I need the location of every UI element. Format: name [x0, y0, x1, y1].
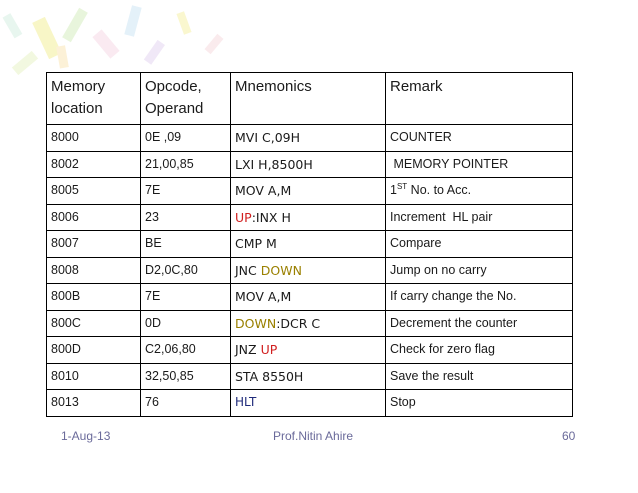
mnemonic-cell: [231, 337, 386, 364]
memory-location-cell: 800C: [47, 310, 141, 337]
mnemonic-text: STA 8550H: [235, 368, 304, 384]
mnemonic-text: HLT: [235, 395, 257, 409]
remark-text: Stop: [390, 395, 416, 409]
mnemonic-text: :DCR C: [276, 315, 321, 331]
remark-cell: [386, 390, 573, 417]
opcode-cell: 0E ,09: [141, 125, 231, 152]
remark-cell: [386, 125, 573, 152]
table-row: [47, 231, 573, 258]
remark-cell: [386, 310, 573, 337]
remark-cell: [386, 257, 573, 284]
opcode-cell: 23: [141, 204, 231, 231]
memory-location-cell: 8005: [47, 178, 141, 205]
memory-location-cell: 8010: [47, 363, 141, 390]
remark-cell: [386, 231, 573, 258]
remark-cell: [386, 363, 573, 390]
remark-text: Increment HL pair: [390, 209, 493, 224]
table-row: [47, 125, 573, 152]
remark-cell: [386, 204, 573, 231]
mnemonic-text: MOV A,M: [235, 289, 292, 304]
mnemonic-text: CMP M: [235, 236, 277, 251]
remark-text: Decrement the counter: [390, 315, 518, 330]
remark-text: If carry change the No.: [390, 289, 517, 303]
table-row: [47, 178, 573, 205]
mnemonic-text: JNC: [235, 262, 261, 278]
table-row: [47, 257, 573, 284]
label-down: DOWN: [235, 315, 277, 331]
table-row: [47, 363, 573, 390]
opcode-cell: BE: [141, 231, 231, 258]
footer-page-number: 60: [562, 429, 576, 443]
footer-date: 1-Aug-13: [61, 429, 111, 443]
label-up: UP: [235, 209, 252, 225]
table-row: [47, 151, 573, 178]
label-down: DOWN: [260, 262, 302, 278]
memory-location-cell: 8000: [47, 125, 141, 152]
memory-location-cell: 8007: [47, 231, 141, 258]
table-header-row: [47, 73, 573, 125]
table-row: [47, 310, 573, 337]
mnemonic-cell: [231, 363, 386, 390]
table-row: [47, 337, 573, 364]
mnemonic-cell: [231, 204, 386, 231]
header-opcode-operand: Opcode, Operand: [141, 73, 231, 125]
remark-text: Save the result: [390, 368, 474, 383]
opcode-cell: C2,06,80: [141, 337, 231, 364]
mnemonic-text: MOV A,M: [235, 183, 292, 198]
memory-location-cell: 8002: [47, 151, 141, 178]
remark-superscript: ST: [396, 181, 408, 191]
remark-text: COUNTER: [390, 130, 452, 144]
remark-text: No. to Acc.: [407, 183, 472, 197]
opcode-cell: 21,00,85: [141, 151, 231, 178]
opcode-cell: 76: [141, 390, 231, 417]
opcode-cell: 32,50,85: [141, 363, 231, 390]
memory-location-cell: 800B: [47, 284, 141, 311]
mnemonic-cell: [231, 125, 386, 152]
label-up: UP: [260, 342, 278, 357]
mnemonic-text: LXI H,8500H: [235, 156, 313, 172]
mnemonic-cell: [231, 257, 386, 284]
remark-text: Jump on no carry: [390, 262, 487, 277]
remark-text: Compare: [390, 236, 442, 250]
mnemonic-text: JNZ: [235, 342, 261, 357]
memory-location-cell: 8008: [47, 257, 141, 284]
mnemonic-cell: [231, 284, 386, 311]
opcode-cell: 7E: [141, 284, 231, 311]
remark-cell: [386, 337, 573, 364]
remark-text: Check for zero flag: [390, 342, 495, 356]
header-remark: Remark: [386, 73, 573, 125]
mnemonic-cell: [231, 390, 386, 417]
memory-location-cell: 8006: [47, 204, 141, 231]
mnemonic-text: MVI C,09H: [235, 130, 301, 145]
opcode-cell: 0D: [141, 310, 231, 337]
mnemonic-cell: [231, 151, 386, 178]
mnemonic-cell: [231, 231, 386, 258]
table-row: [47, 390, 573, 417]
remark-cell: [386, 284, 573, 311]
table-row: [47, 284, 573, 311]
footer-author: Prof.Nitin Ahire: [273, 429, 354, 443]
remark-text: MEMORY POINTER: [390, 156, 509, 171]
mnemonic-text: :INX H: [251, 209, 291, 225]
mnemonic-cell: [231, 178, 386, 205]
remark-ordinal: 1: [390, 183, 397, 197]
remark-cell: [386, 151, 573, 178]
header-memory-location: Memory location: [47, 73, 141, 125]
opcode-cell: D2,0C,80: [141, 257, 231, 284]
memory-location-cell: 800D: [47, 337, 141, 364]
mnemonic-cell: [231, 310, 386, 337]
opcode-cell: 7E: [141, 178, 231, 205]
table-row: [47, 204, 573, 231]
program-table: [46, 72, 573, 417]
remark-cell: [386, 178, 573, 205]
header-mnemonics: Mnemonics: [231, 73, 386, 125]
memory-location-cell: 8013: [47, 390, 141, 417]
